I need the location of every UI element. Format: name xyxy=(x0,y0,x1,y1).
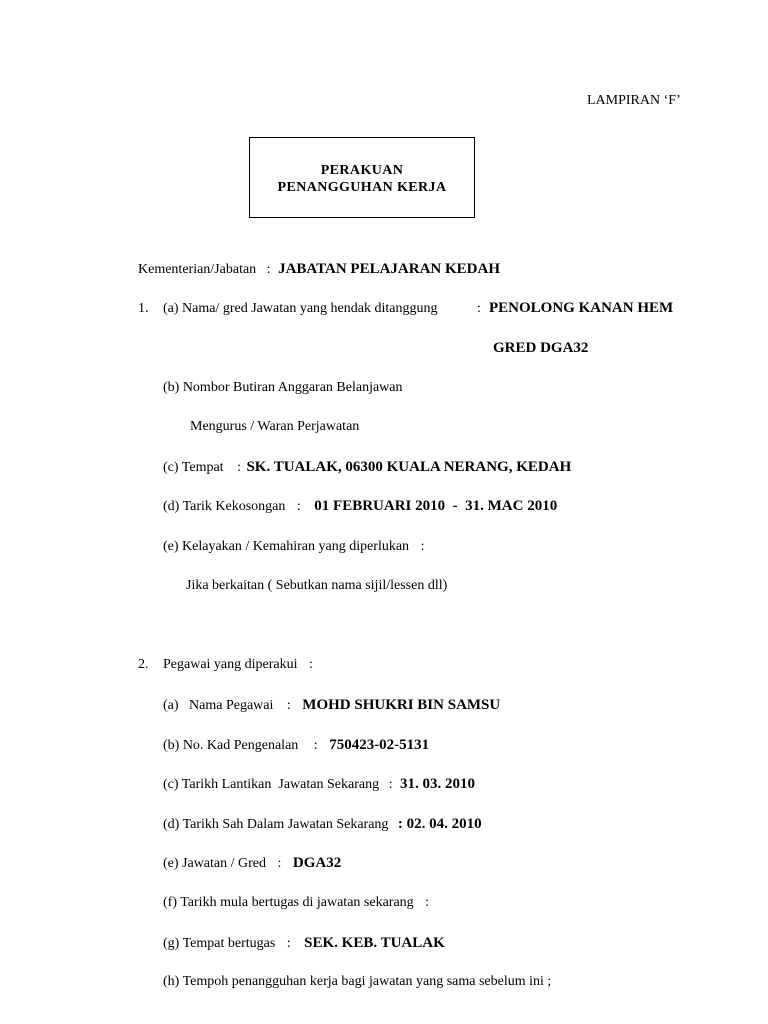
section1-a-value: PENOLONG KANAN HEM xyxy=(489,300,674,316)
section1-number: 1. xyxy=(138,301,149,316)
section1-b-label2: Mengurus / Waran Perjawatan xyxy=(190,419,360,434)
section2-h-label: (h) Tempoh penangguhan kerja bagi jawatan yang sama sebelum ini ; xyxy=(163,974,552,989)
kementerian-row xyxy=(138,260,500,279)
section2-a-row xyxy=(163,696,500,715)
section2-g-label: (g) Tempat bertugas xyxy=(163,936,276,951)
section1-c-value: SK. TUALAK, 06300 KUALA NERANG, KEDAH xyxy=(246,459,572,475)
kementerian-label: Kementerian/Jabatan xyxy=(138,262,257,277)
section2-e-value: DGA32 xyxy=(292,855,342,871)
section1-c-row xyxy=(163,458,571,477)
section2-f-label: (f) Tarikh mula bertugas di jawatan sekarang xyxy=(163,895,414,910)
section2-c-sep: : xyxy=(388,777,393,792)
section2-e-sep: : xyxy=(277,856,282,871)
section2-number: 2. xyxy=(138,657,149,672)
section1-c-sep: : xyxy=(237,460,241,475)
section2-d-value: : 02. 04. 2010 xyxy=(397,816,482,832)
section2-g-sep: : xyxy=(286,936,291,951)
section2-f-sep: : xyxy=(425,895,430,910)
section2-title: Pegawai yang diperakui xyxy=(163,657,298,672)
section2-a-label: (a) Nama Pegawai xyxy=(163,698,274,713)
section2-title-row xyxy=(163,656,313,674)
section2-e-row xyxy=(163,854,341,873)
section2-d-label: (d) Tarikh Sah Dalam Jawatan Sekarang xyxy=(163,817,389,832)
section2-e-label: (e) Jawatan / Gred xyxy=(163,856,267,871)
lampiran-label: LAMPIRAN ‘F’ xyxy=(587,93,681,108)
section1-d-sep: : xyxy=(296,499,301,514)
section2-b-sep: : xyxy=(313,738,318,753)
section2-d-row xyxy=(163,815,482,834)
section1-b-label: (b) Nombor Butiran Anggaran Belanjawan xyxy=(163,380,403,395)
section2-a-sep: : xyxy=(286,698,291,713)
section1-e-label: (e) Kelayakan / Kemahiran yang diperlukan xyxy=(163,539,410,554)
section1-d-value: 01 FEBRUARI 2010 - 31. MAC 2010 xyxy=(314,498,558,514)
section1-a-label: (a) Nama/ gred Jawatan yang hendak ditanggung xyxy=(163,301,438,316)
section1-d-row xyxy=(163,497,557,516)
section1-a-value2: GRED DGA32 xyxy=(493,340,589,356)
section1-e-label2: Jika berkaitan ( Sebutkan nama sijil/lessen dll) xyxy=(186,578,448,593)
section2-b-value: 750423-02-5131 xyxy=(329,737,430,753)
section2-g-row xyxy=(163,934,445,953)
title-line-1: PERAKUAN xyxy=(320,163,404,178)
section1-a-sep: : xyxy=(477,301,481,316)
section2-a-value: MOHD SHUKRI BIN SAMSU xyxy=(302,697,501,713)
section1-c-label: (c) Tempat xyxy=(163,460,224,475)
kementerian-sep: : xyxy=(266,262,271,277)
section2-g-value: SEK. KEB. TUALAK xyxy=(304,935,445,951)
section2-b-label: (b) No. Kad Pengenalan xyxy=(163,738,299,753)
section2-c-value: 31. 03. 2010 xyxy=(399,776,475,792)
section1-e-sep: : xyxy=(420,539,425,554)
kementerian-value: JABATAN PELAJARAN KEDAH xyxy=(278,261,501,277)
section2-c-label: (c) Tarikh Lantikan Jawatan Sekarang xyxy=(163,777,380,792)
section1-e-row xyxy=(163,538,424,556)
section2-f-row xyxy=(163,894,429,912)
section2-title-sep: : xyxy=(309,657,313,672)
title-line-2: PENANGGUHAN KERJA xyxy=(277,180,447,195)
title-box xyxy=(249,137,475,218)
section2-c-row xyxy=(163,775,475,794)
section1-d-label: (d) Tarik Kekosongan xyxy=(163,499,286,514)
section2-b-row xyxy=(163,736,429,755)
